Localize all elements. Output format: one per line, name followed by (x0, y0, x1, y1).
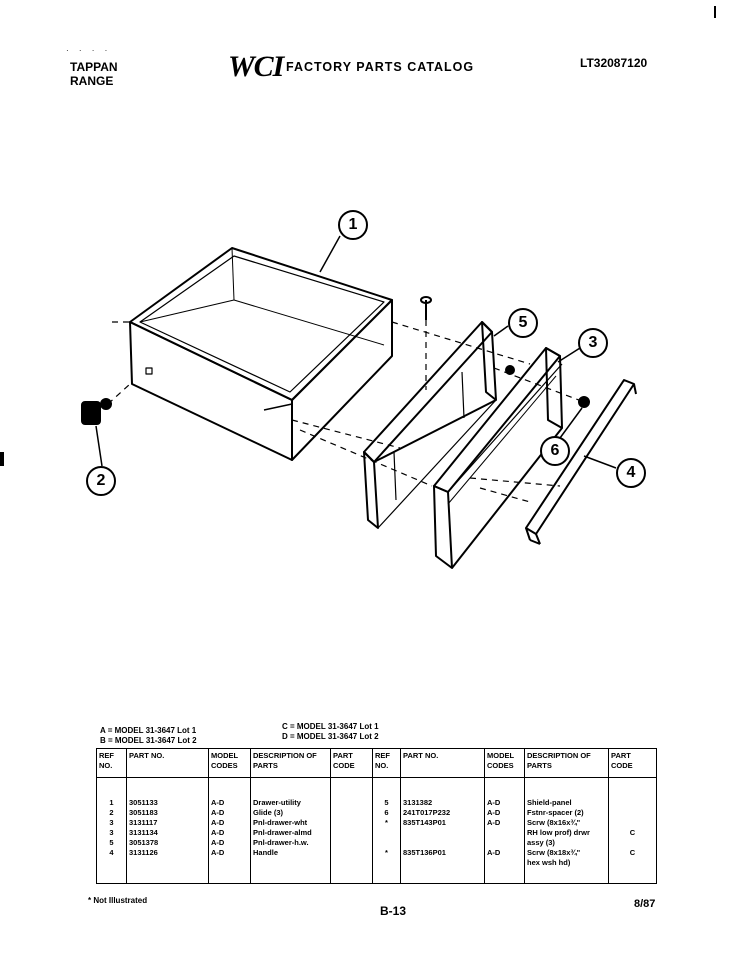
cell: 4 (109, 848, 114, 857)
cell: 3051378 (129, 838, 159, 847)
cell: Scrw (8x16x¾" (527, 818, 581, 827)
cell (375, 828, 398, 838)
model-number: LT32087120 (580, 56, 648, 70)
cell: A-D (487, 848, 501, 857)
col-header: MODEL CODES (209, 749, 251, 778)
cell: assy (3) (527, 838, 555, 847)
cell: C (629, 848, 636, 857)
callout-3: 3 (578, 328, 608, 358)
callout-4: 4 (616, 458, 646, 488)
callout-6: 6 (540, 436, 570, 466)
footnote: * Not Illustrated (88, 896, 148, 905)
cell: Pnl-drawer-h.w. (253, 838, 309, 847)
legend-d: D = MODEL 31-3647 Lot 2 (282, 732, 379, 741)
cell: 241T017P232 (403, 808, 451, 817)
cell: * (385, 818, 388, 827)
cell (487, 838, 522, 848)
shield-panel-part (364, 322, 496, 528)
cell: A-D (211, 808, 225, 817)
scan-edge-mark (0, 452, 4, 466)
cell: A-D (211, 798, 225, 807)
cell: 3131382 (403, 798, 433, 807)
col-header: DESCRIPTION OF PARTS (525, 749, 609, 778)
cell: A-D (487, 798, 501, 807)
cell: Glide (3) (253, 808, 284, 817)
cell (611, 818, 654, 828)
cell: Shield-panel (527, 798, 572, 807)
left-part-column (127, 778, 209, 884)
left-pcode-column (331, 778, 373, 884)
cell: A-D (211, 828, 225, 837)
cell: 3 (109, 818, 114, 827)
callout-2: 2 (86, 466, 116, 496)
cell: 1 (109, 798, 114, 807)
cell: 2 (109, 808, 114, 817)
cell: 5 (384, 798, 389, 807)
cell (375, 838, 398, 848)
table-body-row (97, 778, 657, 884)
cell: A-D (487, 818, 501, 827)
legend-a: A = MODEL 31-3647 Lot 1 (100, 726, 197, 735)
cell: 3131134 (129, 828, 158, 837)
cell: A-D (487, 808, 501, 817)
cell: Pnl-drawer-almd (253, 828, 312, 837)
legend-c: C = MODEL 31-3647 Lot 1 (282, 722, 379, 731)
col-header: DESCRIPTION OF PARTS (251, 749, 331, 778)
cell (611, 798, 654, 808)
brand-line-2: RANGE (70, 74, 114, 88)
cell (487, 828, 522, 838)
col-header: PART CODE (609, 749, 657, 778)
cell: * (385, 848, 388, 857)
col-header: REF NO. (97, 749, 127, 778)
screw-part (421, 297, 431, 320)
cell: hex wsh hd) (527, 858, 571, 867)
legend-b: B = MODEL 31-3647 Lot 2 (100, 736, 197, 745)
cell: 5 (109, 838, 114, 847)
cell (403, 838, 482, 848)
cell: RH low prof) drwr (527, 828, 590, 837)
cell: A-D (211, 838, 225, 847)
cell: Scrw (8x18x¾" (527, 848, 581, 857)
speckle-dots: · · · · (66, 46, 112, 55)
col-header: PART CODE (331, 749, 373, 778)
cell (611, 808, 654, 818)
right-part-column (401, 778, 485, 884)
cell: Fstnr-spacer (2) (527, 808, 584, 817)
cell: 835T136P01 (403, 848, 446, 857)
cell: 3051183 (129, 808, 158, 817)
col-header: PART NO. (127, 749, 209, 778)
right-desc-column (525, 778, 609, 884)
cell: 3131117 (129, 818, 158, 827)
cell: A-D (211, 818, 225, 827)
parts-table (96, 748, 657, 884)
catalog-date: 8/87 (634, 898, 656, 910)
left-desc-column (251, 778, 331, 884)
cell (611, 838, 654, 848)
cell: Pnl-drawer-wht (253, 818, 308, 827)
right-pcode-column (609, 778, 657, 884)
cell: 3 (109, 828, 114, 837)
model-legend-right (282, 722, 379, 742)
cell: 3051133 (129, 798, 158, 807)
col-header: REF NO. (373, 749, 401, 778)
table-header-row (97, 749, 657, 778)
page-number: B-13 (380, 904, 407, 918)
drawer-part (130, 248, 392, 460)
cell: Handle (253, 848, 279, 857)
brand-line-1: TAPPAN (70, 60, 118, 74)
callout-1: 1 (338, 210, 368, 240)
right-ref-column (373, 778, 401, 884)
wci-logo: WCI (228, 50, 284, 83)
catalog-title: FACTORY PARTS CATALOG (286, 60, 475, 74)
cell: 835T143P01 (403, 818, 446, 827)
glide-part (82, 399, 111, 424)
cell: C (629, 828, 636, 837)
cell (403, 828, 482, 838)
model-legend-left (100, 726, 197, 746)
cell: A-D (211, 848, 225, 857)
col-header: PART NO. (401, 749, 485, 778)
cell: 6 (384, 808, 389, 817)
col-header: MODEL CODES (485, 749, 525, 778)
left-codes-column (209, 778, 251, 884)
right-codes-column (485, 778, 525, 884)
callout-5: 5 (508, 308, 538, 338)
cell: 3131126 (129, 848, 158, 857)
cell: Drawer-utility (253, 798, 301, 807)
left-ref-column (97, 778, 127, 884)
